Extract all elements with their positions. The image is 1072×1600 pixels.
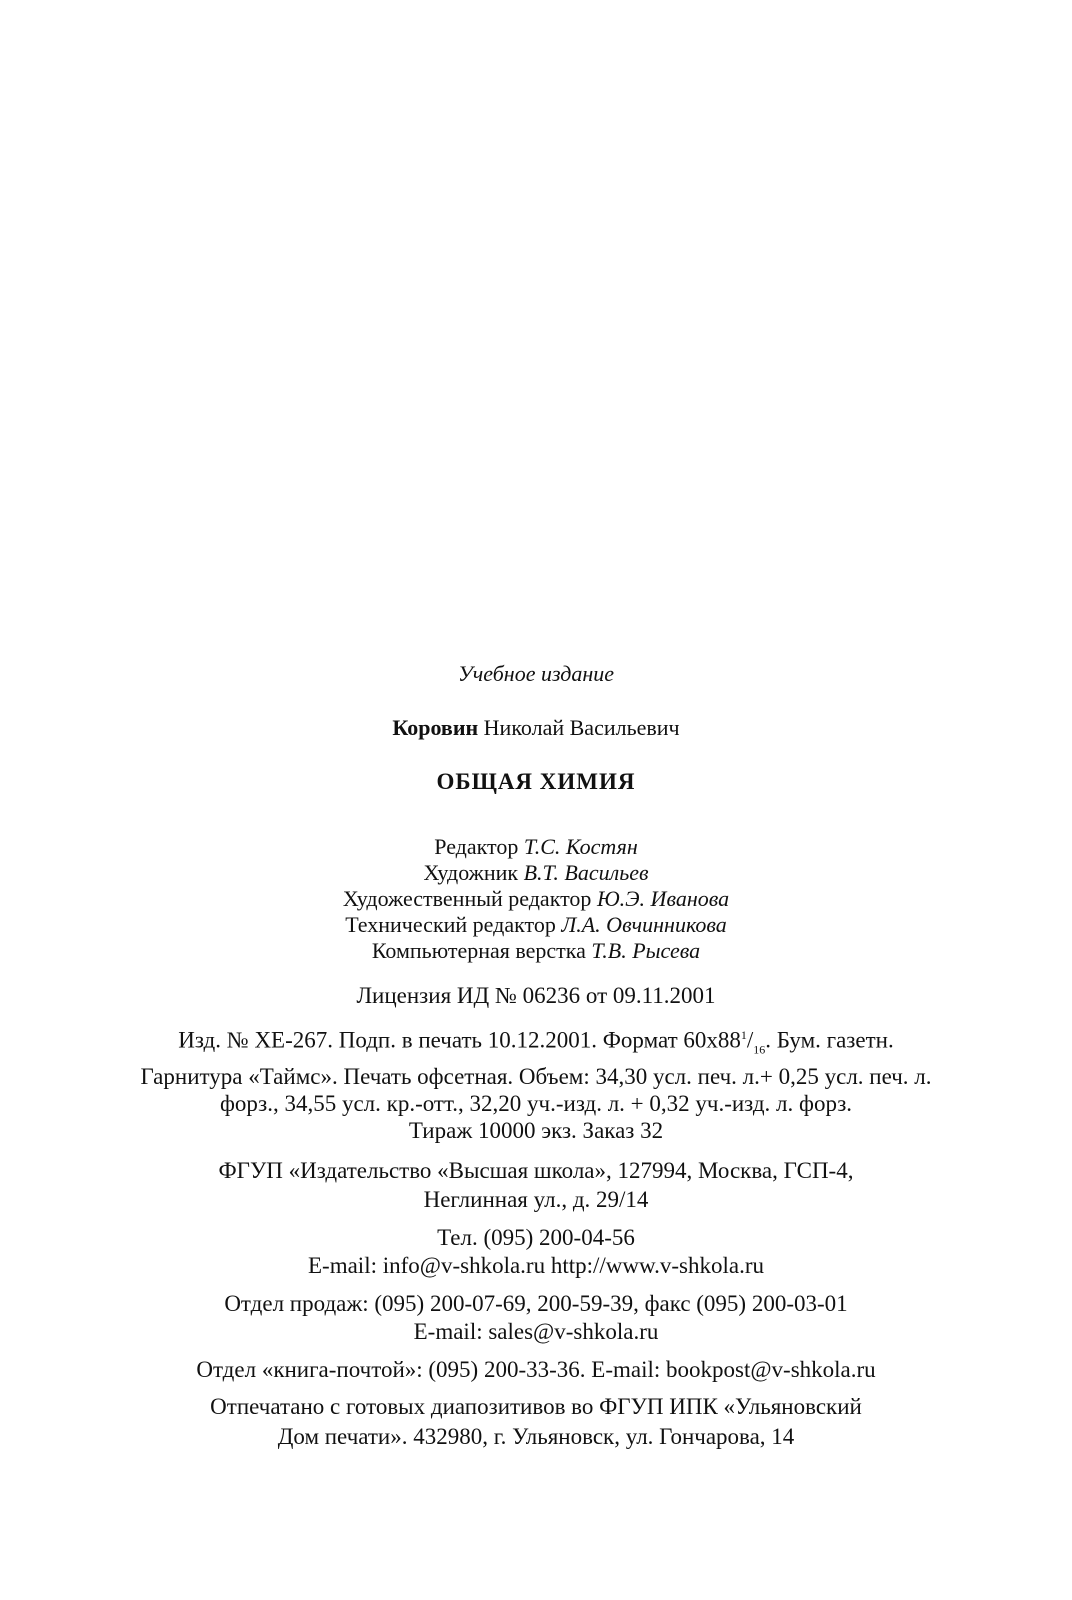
imprint-block bbox=[0, 660, 1072, 1452]
credit-art-editor bbox=[0, 886, 1072, 912]
credit-layout bbox=[0, 938, 1072, 964]
credit-role: Художественный редактор bbox=[342, 886, 592, 911]
author-surname: Коровин bbox=[392, 715, 479, 740]
credit-person: Т.С. Костян bbox=[523, 834, 638, 859]
specs-line-1: Изд. № ХЕ-267. Подп. в печать 10.12.2001. Формат $60х88^1/_{16}$. Бум. газетн. bbox=[178, 1027, 894, 1057]
print-specs bbox=[0, 1022, 1072, 1144]
credit-person: Ю.Э. Иванова bbox=[596, 886, 730, 911]
sales-info bbox=[0, 1290, 1072, 1346]
author-line bbox=[0, 714, 1072, 742]
sales-line-2: E-mail: sales@v-shkola.ru bbox=[413, 1319, 659, 1345]
specs-line-1-suffix: . Бум. газетн. bbox=[765, 1027, 894, 1053]
mail-order-info: Отдел «книга-почтой»: (095) 200-33-36. E-mail: bookpost@v-shkola.ru bbox=[196, 1357, 876, 1383]
specs-line-2: Гарнитура «Таймс». Печать офсетная. Объем: 34,30 усл. печ. л.+ 0,25 усл. печ. л. bbox=[140, 1064, 932, 1090]
credit-artist bbox=[0, 860, 1072, 886]
credit-person: Л.А. Овчинникова bbox=[561, 912, 727, 937]
credit-person: В.Т. Васильев bbox=[523, 860, 649, 885]
credit-editor bbox=[0, 834, 1072, 860]
format-numerator: 1 bbox=[740, 1028, 747, 1042]
contacts-info bbox=[0, 1224, 1072, 1280]
credit-role: Компьютерная верстка bbox=[371, 938, 586, 963]
publisher-email-web: E-mail: info@v-shkola.ru http://www.v-shkola.ru bbox=[308, 1253, 764, 1279]
format-denominator: 16 bbox=[753, 1042, 766, 1057]
book-title: ОБЩАЯ ХИМИЯ bbox=[436, 769, 636, 794]
publisher-line-2: Неглинная ул., д. 29/14 bbox=[423, 1187, 649, 1213]
specs-line-4: Тираж 10000 экз. Заказ 32 bbox=[408, 1118, 664, 1144]
license-line: Лицензия ИД № 06236 от 09.11.2001 bbox=[356, 983, 716, 1008]
printer-line-2: Дом печати». 432980, г. Ульяновск, ул. Гончарова, 14 bbox=[277, 1424, 795, 1450]
credits-list bbox=[0, 834, 1072, 964]
sales-line-1: Отдел продаж: (095) 200-07-69, 200-59-39, факс (095) 200-03-01 bbox=[224, 1291, 848, 1317]
specs-line-3: форз., 34,55 усл. кр.-отт., 32,20 уч.-изд. л. + 0,32 уч.-изд. л. форз. bbox=[219, 1091, 853, 1117]
credit-person: Т.В. Рысева bbox=[591, 938, 701, 963]
credit-role: Художник bbox=[423, 860, 519, 885]
publisher-line-1: ФГУП «Издательство «Высшая школа», 127994, Москва, ГСП-4, bbox=[218, 1158, 854, 1184]
printer-line-1: Отпечатано с готовых диапозитивов во ФГУП ИПК «Ульяновский bbox=[210, 1394, 862, 1420]
author-given-names: Николай Васильевич bbox=[483, 715, 680, 740]
publisher-phone: Тел. (095) 200-04-56 bbox=[437, 1225, 635, 1251]
credit-role: Технический редактор bbox=[345, 912, 556, 937]
publisher-info bbox=[0, 1156, 1072, 1214]
printer-info bbox=[0, 1392, 1072, 1452]
edition-type: Учебное издание bbox=[457, 661, 615, 686]
specs-line-1-prefix: Изд. № ХЕ-267. Подп. в печать 10.12.2001. Формат 60х88 bbox=[178, 1027, 741, 1053]
credit-tech-editor bbox=[0, 912, 1072, 938]
credit-role: Редактор bbox=[434, 834, 519, 859]
